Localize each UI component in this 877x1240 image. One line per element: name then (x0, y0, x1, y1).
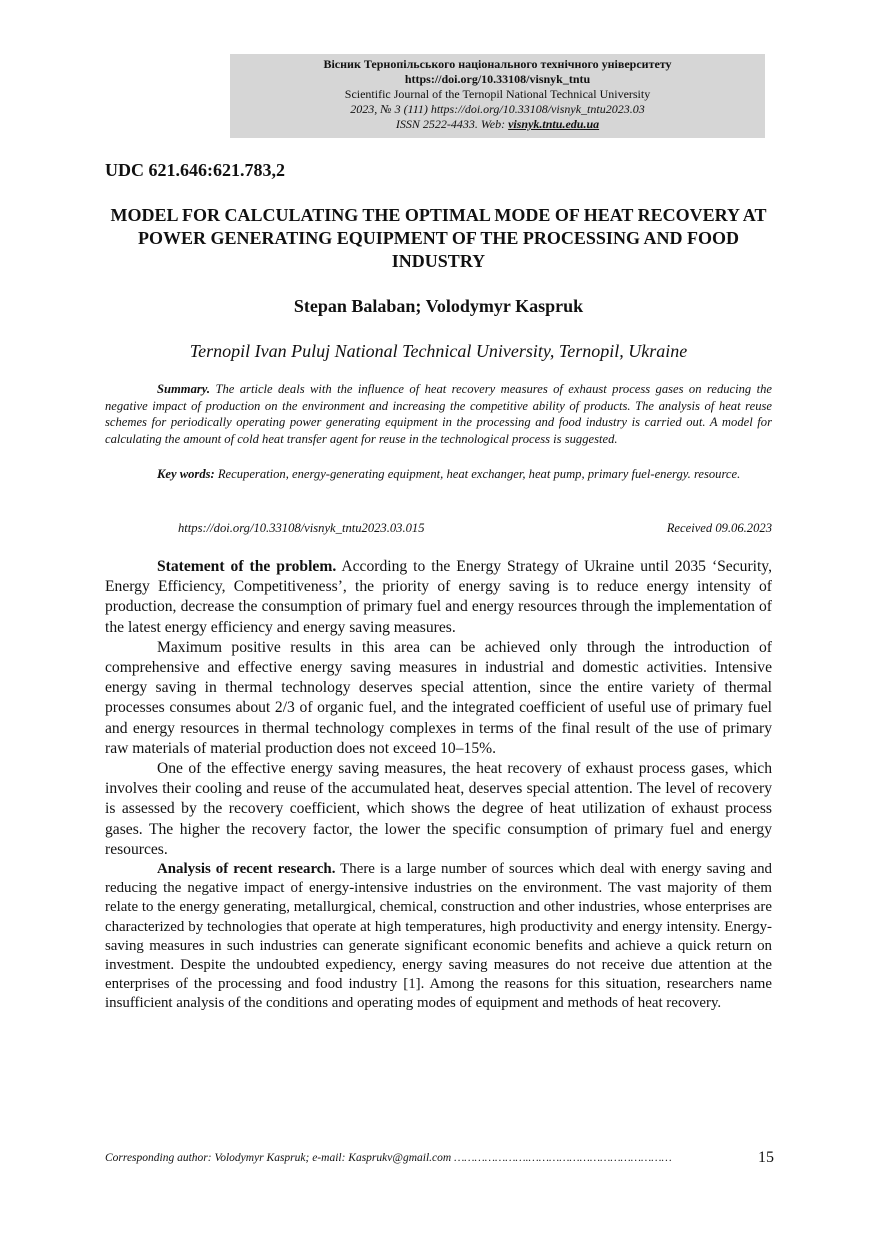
article-body (105, 557, 772, 1014)
section-heading-research: Analysis of recent research. (157, 861, 336, 878)
article-doi-line (178, 521, 772, 536)
udc-code: UDC 621.646:621.783,2 (105, 160, 285, 180)
paragraph-text: There is a large number of sources which deal with energy saving and reducing the negative impact of energy-intensive industries on the environment. The vast majority of them relate to the energy generating, metallurgical, chemical, construction and other industries, whose enterprises are characterized by technologies that operate at high temperatures, high productivity and energy intensity. Energy-saving measures in such industries can generate significant economic benefits and achieve a quick return on investment. Despite the undoubted expediency, energy saving measures do not receive due attention at the enterprises of the processing and food industry [1]. Among the reasons for this situation, researchers name insufficient analysis of the conditions and operating modes of equipment and methods of heat recovery. (105, 861, 772, 1012)
issn-text: ISSN 2522-4433. Web: (395, 117, 509, 131)
journal-web-link[interactable]: visnyk.tntu.edu.ua (508, 117, 600, 131)
corresponding-author: Corresponding author: Volodymyr Kaspruk; e-mail: Kasprukv@gmail.com (105, 1152, 455, 1164)
received-date: Received 09.06.2023 (666, 521, 772, 535)
keywords-label: Key words: (157, 467, 215, 481)
journal-issue: 2023, № 3 (111) https://doi.org/10.33108/visnyk_tntu2023.03 (350, 102, 645, 116)
abstract-text: The article deals with the influence of heat recovery measures of exhaust process gases on reducing the negative impact of production on the environment and increasing the competitive ability of products. The analysis of heat reuse schemes for periodically operating power generating equipment in the processing and food industry is carried out. A model for calculating the amount of cold heat transfer agent for reuse in the technological process is suggested. (105, 382, 772, 446)
keywords-text: Recuperation, energy-generating equipment, heat exchanger, heat pump, primary fuel-energy. resource. (214, 467, 741, 481)
journal-header (230, 54, 765, 138)
article-title: MODEL FOR CALCULATING THE OPTIMAL MODE OF HEAT RECOVERY AT POWER GENERATING EQUIPMENT OF THE PROCESSING AND FOOD INDUSTRY (110, 205, 767, 271)
footer-leader-dots: ………………….…………………………………… (454, 1152, 672, 1164)
journal-title-en: Scientific Journal of the Ternopil National Technical University (344, 87, 651, 101)
section-heading-problem: Statement of the problem. (157, 558, 337, 575)
page-footer (105, 1152, 772, 1164)
article-doi[interactable]: https://doi.org/10.33108/visnyk_tntu2023.03.015 (178, 521, 425, 535)
page-number: 15 (754, 1149, 774, 1167)
keywords (105, 466, 772, 483)
journal-issn (230, 117, 765, 132)
abstract-label: Summary. (157, 382, 211, 396)
body-paragraph: Maximum positive results in this area can be achieved only through the introduction of comprehensive and effective energy saving measures in industrial and domestic activities. Intensive energy saving in thermal technology deserves special attention, since the entire variety of thermal processes consumes about 2/3 of organic fuel, and the integrated coefficient of useful use of primary fuel and energy resources in thermal technology complexes in terms of the final result of the use of primary raw materials of material production does not exceed 10–15%. (105, 638, 772, 757)
body-paragraph: One of the effective energy saving measures, the heat recovery of exhaust process gases, which involves their cooling and reuse of the accumulated heat, deserves special attention. The level of recovery is assessed by the recovery coefficient, which shows the degree of heat utilization of exhaust process gases. The higher the recovery factor, the lower the specific consumption of primary fuel and energy resources. (105, 760, 772, 858)
author-affiliation: Ternopil Ivan Puluj National Technical University, Ternopil, Ukraine (189, 341, 688, 361)
body-paragraph (105, 557, 772, 638)
article-authors: Stepan Balaban; Volodymyr Kaspruk (293, 296, 584, 316)
paragraph-text: According to the Energy Strategy of Ukraine until 2035 ‘Security, Energy Efficiency, Competitiveness’, the priority of energy saving is to reduce energy intensity of production, decrease the consumption of primary fuel and energy resources through the implementation of the latest energy efficiency and energy saving measures. (105, 558, 772, 636)
body-paragraph (105, 860, 772, 1014)
abstract (105, 381, 772, 447)
journal-title-ua: Вісник Тернопільського національного технічного університету (323, 57, 672, 71)
journal-doi: https://doi.org/10.33108/visnyk_tntu (404, 72, 591, 86)
